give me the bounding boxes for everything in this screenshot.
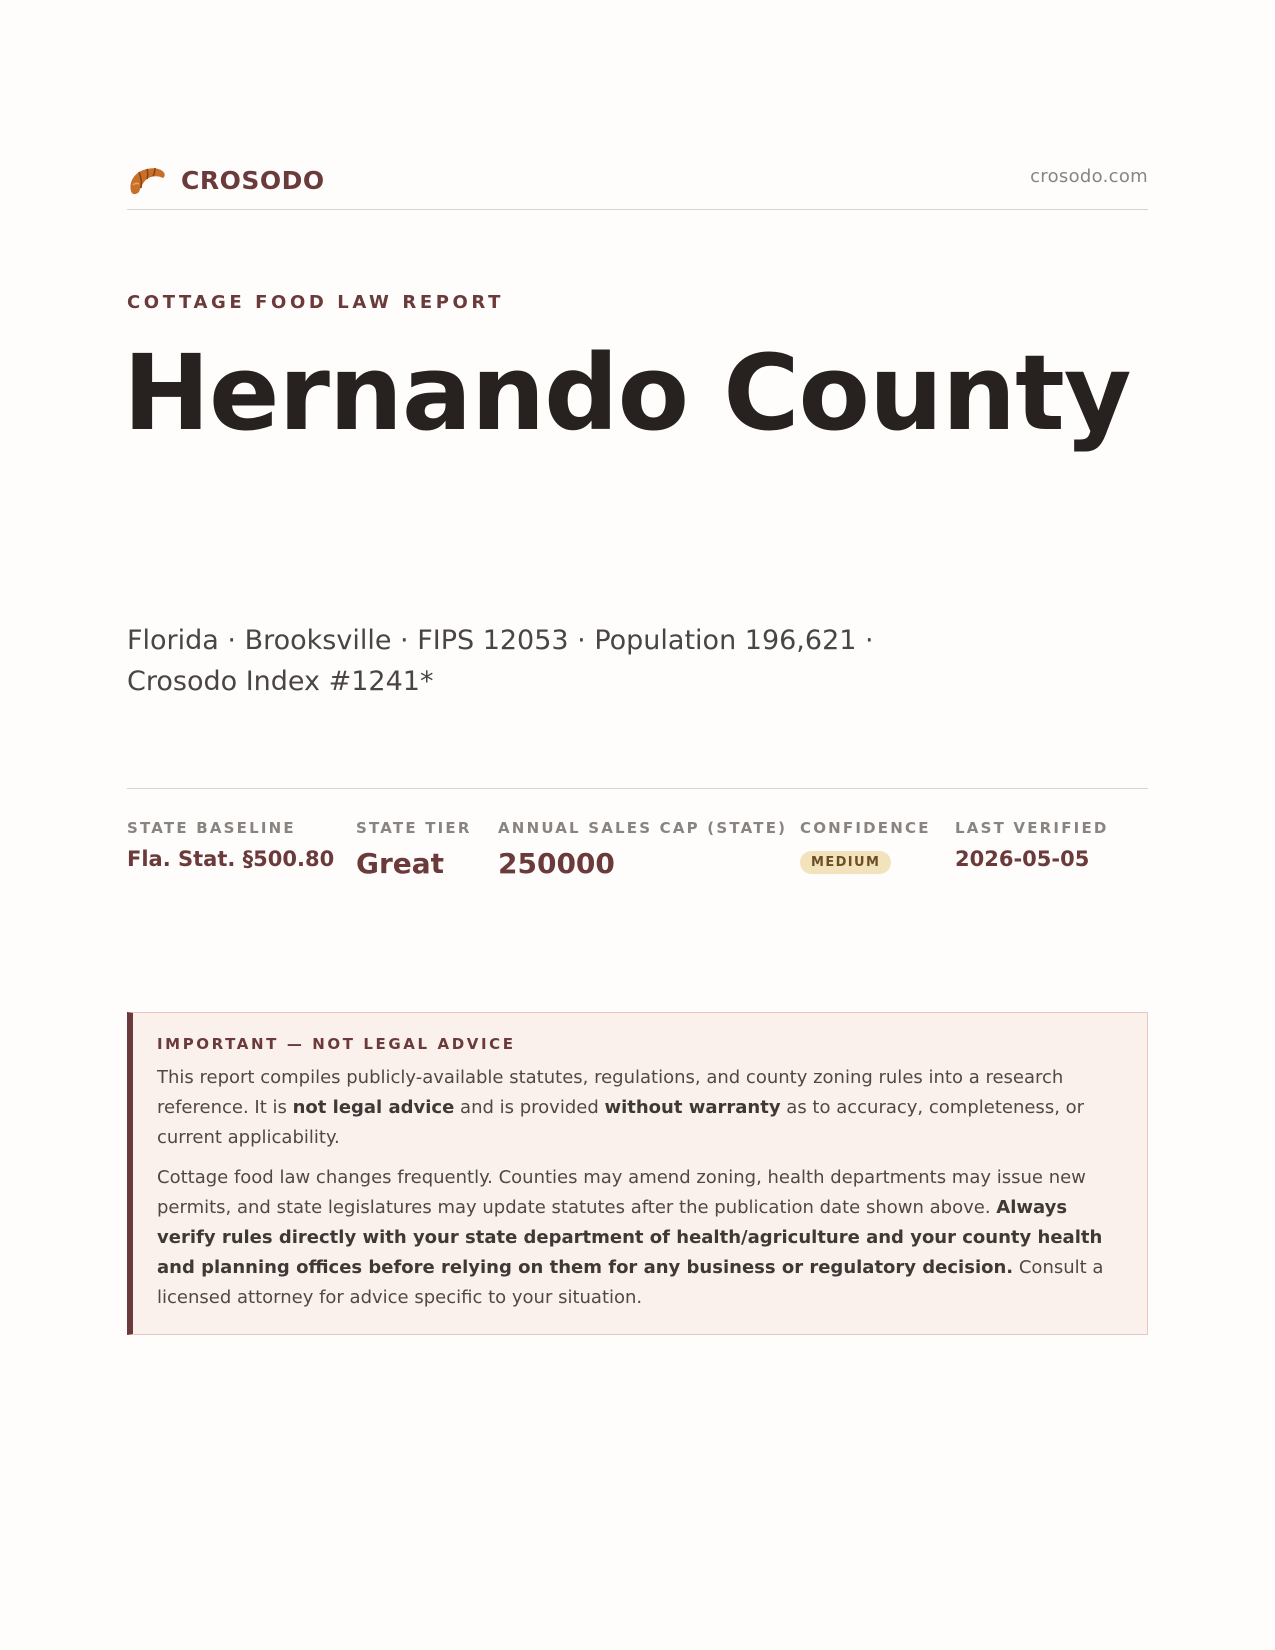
fact-value: 2026-05-05 <box>955 847 1090 871</box>
disclaimer-text: Cottage food law changes frequently. Counties may amend zoning, health departments may issue new permits, and state legislatures may update statutes after the publication date shown above. <box>157 1167 1086 1218</box>
fact-state-baseline <box>127 819 334 871</box>
disclaimer-text: Consult a licensed attorney for advice specific to your situation. <box>157 1257 1104 1308</box>
disclaimer-emphasis: without warranty <box>604 1097 781 1118</box>
county-meta <box>127 620 887 702</box>
report-page <box>123 0 1148 1650</box>
disclaimer-text: and is provided <box>454 1097 605 1118</box>
fact-sales-cap <box>498 819 787 880</box>
fact-label: CONFIDENCE <box>800 819 931 837</box>
page-header <box>127 160 1148 210</box>
confidence-badge: MEDIUM <box>800 851 891 874</box>
brand-name: CROSODO <box>181 165 325 195</box>
fact-last-verified <box>955 819 1109 871</box>
county-meta-line-1: Florida · Brooksville · FIPS 12053 · Population 196,621 · <box>127 625 874 656</box>
disclaimer-emphasis: Always verify rules directly with your state department of health/agriculture and your county health and planning offices before relying on them for any business or regulatory decision. <box>157 1197 1103 1278</box>
county-meta-line-2: Crosodo Index #1241* <box>127 666 434 697</box>
page-title: Hernando County <box>123 332 1131 454</box>
brand <box>127 160 325 200</box>
fact-value: Great <box>356 847 445 880</box>
fact-label: ANNUAL SALES CAP (STATE) <box>498 819 788 837</box>
fact-label: LAST VERIFIED <box>955 819 1109 837</box>
fact-label: STATE BASELINE <box>127 819 296 837</box>
fact-confidence <box>800 819 931 874</box>
facts-strip <box>127 788 1148 898</box>
fact-value: Fla. Stat. §500.80 <box>127 847 335 871</box>
fact-state-tier <box>356 819 472 880</box>
disclaimer-paragraph-1 <box>157 1063 1123 1153</box>
croissant-icon <box>127 161 167 199</box>
disclaimer-text: as to accuracy, completeness, or current applicability. <box>157 1097 1085 1148</box>
disclaimer-title: IMPORTANT — NOT LEGAL ADVICE <box>157 1035 516 1053</box>
disclaimer-emphasis: not legal advice <box>292 1097 455 1118</box>
disclaimer-paragraph-2 <box>157 1163 1123 1313</box>
disclaimer-text: This report compiles publicly-available statutes, regulations, and county zoning rules into a research reference. It is <box>157 1067 1064 1118</box>
legal-disclaimer <box>127 1012 1148 1335</box>
report-eyebrow: COTTAGE FOOD LAW REPORT <box>127 292 504 313</box>
fact-value: 250000 <box>498 847 615 880</box>
fact-label: STATE TIER <box>356 819 472 837</box>
site-url[interactable]: crosodo.com <box>1030 166 1148 187</box>
